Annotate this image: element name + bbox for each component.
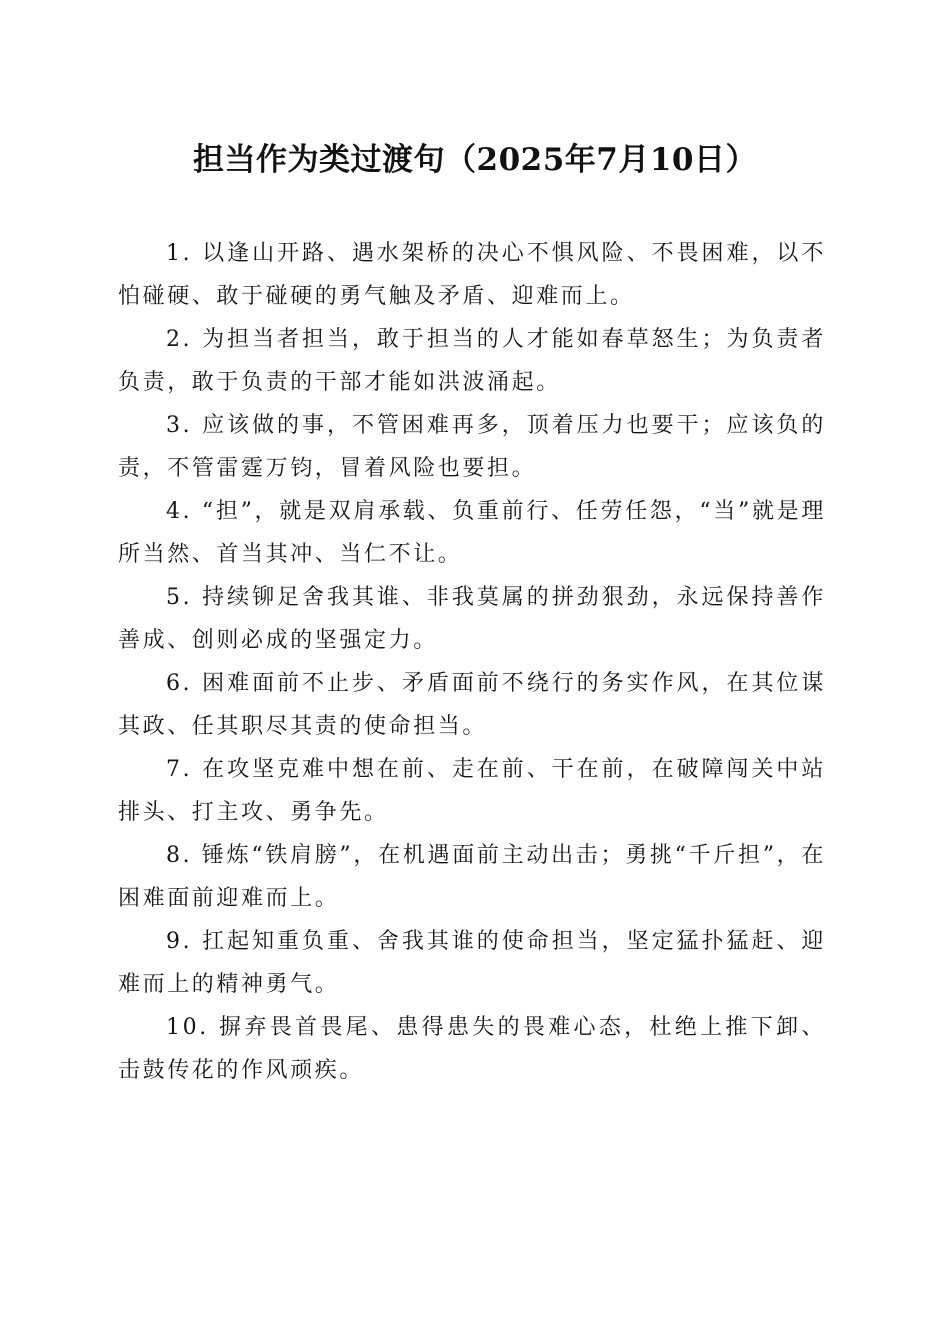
sentence-list [118,232,826,1092]
list-item: 2. 为担当者担当，敢于担当的人才能如春草怒生；为负责者负责，敢于负责的干部才能如洪波涌起。 [118,327,826,395]
list-item: 10. 摒弃畏首畏尾、患得患失的畏难心态，杜绝上推下卸、击鼓传花的作风顽疾。 [118,1015,826,1083]
list-item: 7. 在攻坚克难中想在前、走在前、干在前，在破障闯关中站排头、打主攻、勇争先。 [118,757,826,825]
list-item: 9. 扛起知重负重、舍我其谁的使命担当，坚定猛扑猛赶、迎难而上的精神勇气。 [118,929,826,997]
list-item: 3. 应该做的事，不管困难再多，顶着压力也要干；应该负的责，不管雷霆万钧，冒着风险也要担。 [118,413,826,481]
list-item: 5. 持续铆足舍我其谁、非我莫属的拼劲狠劲，永远保持善作善成、创则必成的坚强定力。 [118,585,826,653]
list-item: 6. 困难面前不止步、矛盾面前不绕行的务实作风，在其位谋其政、任其职尽其责的使命担当。 [118,671,826,739]
list-item: 8. 锤炼“铁肩膀”，在机遇面前主动出击；勇挑“千斤担”，在困难面前迎难而上。 [118,843,826,911]
list-item: 4. “担”，就是双肩承载、负重前行、任劳任怨，“当”就是理所当然、首当其冲、当仁不让。 [118,499,826,567]
list-item: 1. 以逢山开路、遇水架桥的决心不惧风险、不畏困难，以不怕碰硬、敢于碰硬的勇气触及矛盾、迎难而上。 [118,241,826,309]
page-title: 担当作为类过渡句（2025年7月10日） [193,142,757,178]
